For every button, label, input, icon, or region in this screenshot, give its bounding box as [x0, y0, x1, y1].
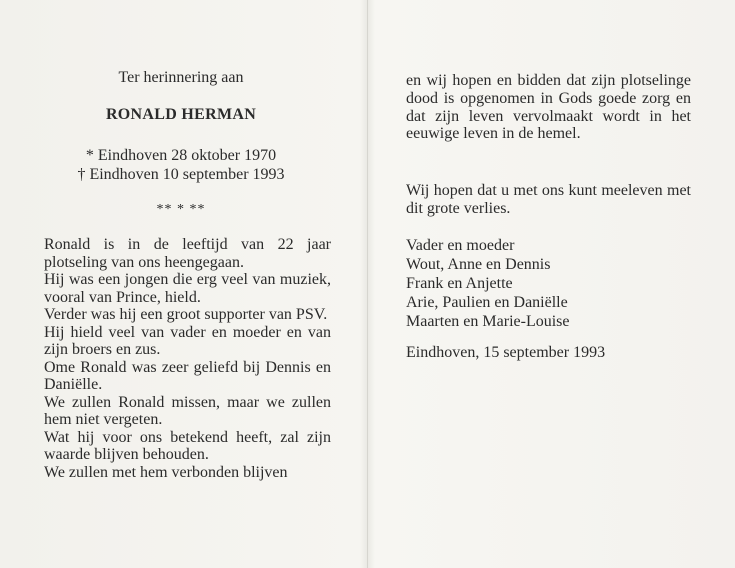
- dates-block: [40, 146, 322, 184]
- left-page: [0, 0, 367, 568]
- family-line: Arie, Paulien en Daniëlle: [406, 294, 568, 311]
- memorial-paragraph: Ome Ronald was zeer geliefd bij Dennis en Daniëlle.: [44, 358, 331, 393]
- prayer-paragraph: [406, 72, 691, 143]
- intro-line: Ter herinnering aan: [118, 69, 244, 86]
- family-line: Frank en Anjette: [406, 275, 513, 292]
- memorial-paragraph: Ronald is in de leeftijd van 22 jaar plotseling van ons heengegaan.: [44, 236, 331, 271]
- memorial-text: [44, 236, 331, 481]
- family-line: Wout, Anne en Dennis: [406, 256, 551, 273]
- right-page: [368, 0, 735, 568]
- birth-line: * Eindhoven 28 oktober 1970: [85, 147, 277, 164]
- memorial-paragraph: Hij hield veel van vader en moeder en van zijn broers en zus.: [44, 323, 331, 358]
- family-list: [406, 236, 691, 331]
- death-line: † Eindhoven 10 september 1993: [77, 166, 285, 183]
- sympathy-text: Wij hopen dat u met ons kunt meeleven met dit grote verlies.: [406, 182, 691, 217]
- prayer-text: en wij hopen en bidden dat zijn plotselinge dood is opgenomen in Gods goede zorg en dat zijn leven vervolmaakt wordt in het eeuwige leven in de hemel.: [406, 72, 691, 143]
- stars-divider: ** * **: [156, 202, 206, 217]
- memorial-paragraph: We zullen met hem verbonden blijven: [44, 463, 288, 481]
- place-date: Eindhoven, 15 september 1993: [406, 344, 606, 361]
- family-line: Maarten en Marie-Louise: [406, 313, 570, 330]
- sympathy-paragraph: [406, 182, 691, 218]
- family-line: Vader en moeder: [406, 237, 515, 254]
- memorial-paragraph: Verder was hij een groot supporter van PSV.: [44, 306, 328, 323]
- memorial-paragraph: Wat hij voor ons betekend heeft, zal zijn waarde blijven behouden.: [44, 428, 331, 463]
- memorial-paragraph: Hij was een jongen die erg veel van muziek, vooral van Prince, hield.: [44, 271, 331, 306]
- deceased-name: RONALD HERMAN: [105, 106, 257, 123]
- memorial-paragraph: We zullen Ronald missen, maar we zullen hem niet vergeten.: [44, 393, 331, 428]
